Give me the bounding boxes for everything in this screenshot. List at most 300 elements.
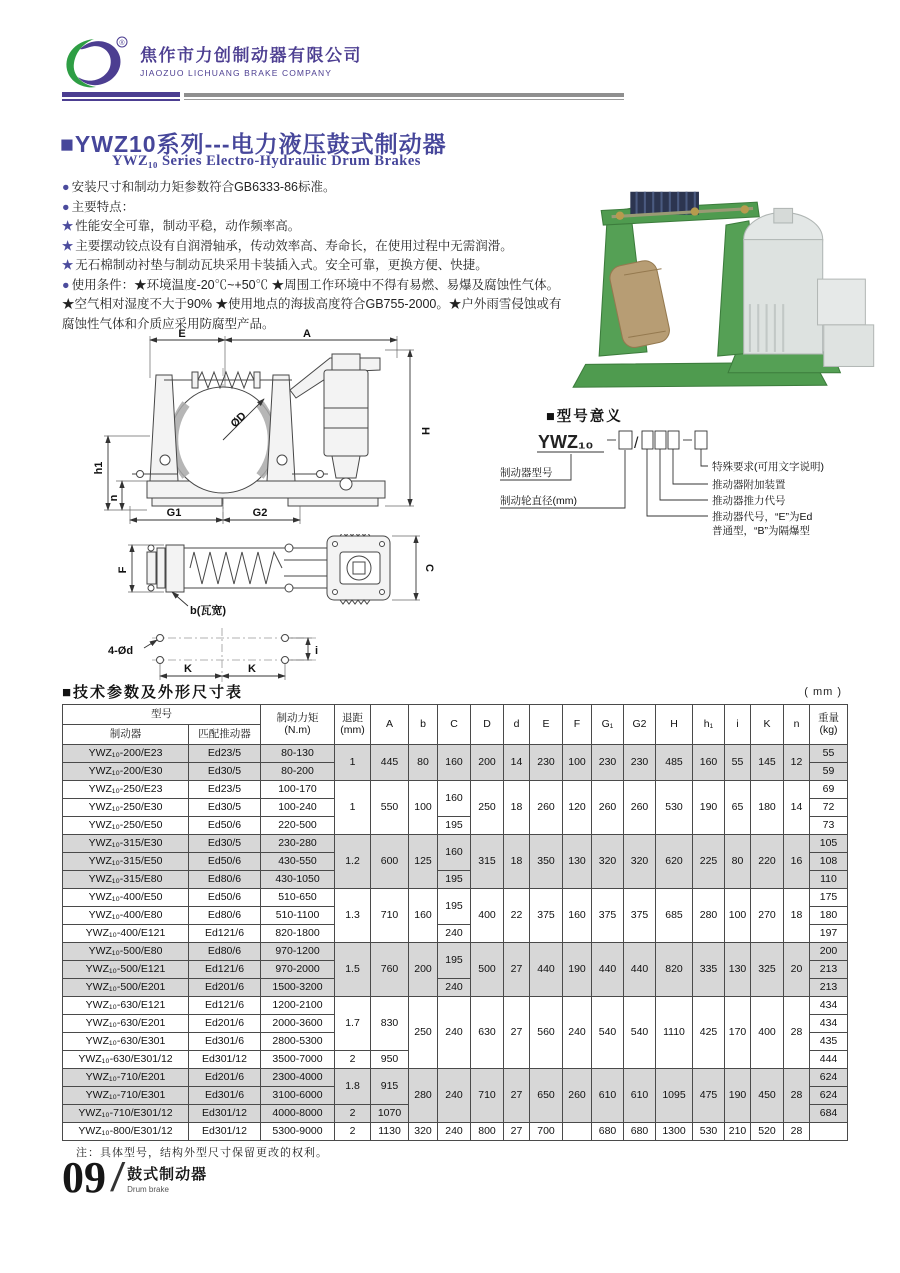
dim-label-K1: K: [184, 663, 192, 675]
bolt-pattern-drawing: [60, 616, 370, 688]
table-cell: 1.5: [335, 943, 371, 997]
table-cell: 195: [438, 817, 471, 835]
table-cell: 12: [784, 745, 810, 781]
table-header-cell: H: [656, 705, 693, 745]
table-header-cell: G2: [624, 705, 656, 745]
table-cell: YWZ₁₀-500/E121: [63, 961, 189, 979]
table-header-cell: d: [504, 705, 530, 745]
feature-text: 安装尺寸和制动力矩参数符合GB6333-86标准。: [71, 180, 336, 194]
table-cell: 100-240: [261, 799, 335, 817]
table-cell: 240: [438, 925, 471, 943]
drum-brake-photo-illustration: [570, 148, 882, 404]
table-cell: 520: [751, 1123, 784, 1141]
feature-text: 使用条件：★环境温度-20℃~+50℃ ★周围工作环境中不得有易燃、易爆及腐蚀性气体。★空气相对湿度不大于90% ★使用地点的海拔高度符合GB755-2000。★户外雨雪侵蚀或有腐蚀性气体和介质应采用防腐型产品。: [62, 277, 562, 331]
table-header-cell: E: [530, 705, 563, 745]
table-cell: 160: [438, 781, 471, 817]
table-cell: 760: [371, 943, 409, 997]
table-cell: 2300-4000: [261, 1069, 335, 1087]
table-cell: 28: [784, 1123, 810, 1141]
feature-text: 主要摆动铰点设有自润滑轴承，传动效率高、寿命长，在使用过程中无需润滑。: [75, 238, 513, 253]
table-cell: 195: [438, 889, 471, 925]
dim-label-F: F: [117, 566, 129, 574]
table-cell: 434: [810, 1015, 848, 1033]
table-cell: Ed121/6: [189, 925, 261, 943]
page-number: 09: [62, 1153, 106, 1202]
code-label-wheel-diameter: 制动轮直径(mm): [500, 495, 577, 507]
table-cell: 230: [592, 745, 624, 781]
table-cell: 14: [784, 781, 810, 835]
feature-line: [62, 198, 567, 218]
table-header-cell: 重量 (kg): [810, 705, 848, 745]
table-cell: 1.3: [335, 889, 371, 943]
table-cell: Ed301/12: [189, 1051, 261, 1069]
table-cell: 27: [504, 1123, 530, 1141]
table-cell: 440: [624, 943, 656, 997]
table-cell: 225: [693, 835, 725, 889]
table-cell: 230: [624, 745, 656, 781]
table-cell: YWZ₁₀-400/E80: [63, 907, 189, 925]
header: [58, 33, 362, 93]
code-label-thruster-code-1: 推动器代号，“E”为Ed: [712, 511, 813, 523]
table-cell: YWZ₁₀-630/E121: [63, 997, 189, 1015]
table-cell: 27: [504, 943, 530, 997]
table-cell: Ed80/6: [189, 943, 261, 961]
table-cell: 220-500: [261, 817, 335, 835]
table-cell: 18: [504, 781, 530, 835]
star-bullet-icon: ★: [62, 219, 74, 233]
table-row: [63, 781, 848, 799]
dim-label-G1: G1: [166, 507, 182, 519]
table-cell: YWZ₁₀-400/E121: [63, 925, 189, 943]
dim-label-H: H: [419, 427, 431, 435]
table-header-cell: i: [725, 705, 751, 745]
table-cell: 160: [563, 889, 592, 943]
table-cell: 175: [810, 889, 848, 907]
company-name-en: JIAOZUO LICHUANG BRAKE COMPANY: [140, 68, 333, 78]
table-cell: 160: [438, 835, 471, 871]
table-header-cell: K: [751, 705, 784, 745]
table-cell: 2: [335, 1123, 371, 1141]
table-cell: 445: [371, 745, 409, 781]
table-cell: 375: [624, 889, 656, 943]
registered-mark: ®: [119, 40, 125, 47]
table-cell: 145: [751, 745, 784, 781]
table-cell: 510-650: [261, 889, 335, 907]
table-row: [63, 1123, 848, 1141]
table-cell: 240: [438, 1069, 471, 1123]
table-header-cell: A: [371, 705, 409, 745]
table-cell: Ed30/5: [189, 799, 261, 817]
table-cell: 320: [624, 835, 656, 889]
table-cell: YWZ₁₀-315/E80: [63, 871, 189, 889]
table-cell: YWZ₁₀-800/E301/12: [63, 1123, 189, 1141]
shoe-width-label: b(瓦宽): [190, 605, 227, 617]
table-cell: 18: [784, 889, 810, 943]
header-divider: [62, 92, 624, 101]
table-cell: 315: [471, 835, 504, 889]
table-cell: 1110: [656, 997, 693, 1069]
table-cell: 190: [725, 1069, 751, 1123]
table-cell: 5300-9000: [261, 1123, 335, 1141]
table-cell: 200: [810, 943, 848, 961]
table-cell: 190: [563, 943, 592, 997]
company-name: [140, 41, 362, 78]
table-cell: Ed50/6: [189, 817, 261, 835]
table-cell: 530: [656, 781, 693, 835]
table-cell: 230: [530, 745, 563, 781]
table-header-cell: 退距 (mm): [335, 705, 371, 745]
code-label-thruster-code-2: 普通型，“B”为隔爆型: [712, 525, 810, 537]
feature-list: [62, 178, 567, 334]
table-cell: 440: [592, 943, 624, 997]
feature-text: 性能安全可靠，制动平稳，动作频率高。: [75, 219, 301, 233]
table-cell: Ed23/5: [189, 745, 261, 763]
table-cell: 335: [693, 943, 725, 997]
table-cell: 450: [751, 1069, 784, 1123]
table-cell: Ed301/12: [189, 1123, 261, 1141]
table-unit: ( mm ): [804, 686, 842, 698]
table-row: [63, 889, 848, 907]
table-cell: 435: [810, 1033, 848, 1051]
table-cell: 270: [751, 889, 784, 943]
table-cell: 1500-3200: [261, 979, 335, 997]
table-cell: 400: [471, 889, 504, 943]
table-cell: 16: [784, 835, 810, 889]
table-cell: Ed301/6: [189, 1033, 261, 1051]
code-label-attachment: 推动器附加装置: [712, 479, 786, 491]
table-cell: 260: [563, 1069, 592, 1123]
table-cell: Ed50/6: [189, 889, 261, 907]
holes-label: 4-Ød: [108, 645, 134, 657]
table-cell: Ed80/6: [189, 871, 261, 889]
table-cell: 970-1200: [261, 943, 335, 961]
table-cell: YWZ₁₀-710/E201: [63, 1069, 189, 1087]
table-cell: 108: [810, 853, 848, 871]
table-cell: YWZ₁₀-250/E50: [63, 817, 189, 835]
table-cell: 624: [810, 1069, 848, 1087]
page-footer: [62, 1155, 207, 1201]
table-cell: 1: [335, 745, 371, 781]
table-cell: 73: [810, 817, 848, 835]
table-cell: 260: [530, 781, 563, 835]
table-cell: 560: [530, 997, 563, 1069]
table-cell: 260: [592, 781, 624, 835]
table-header-cell: 匹配推动器: [189, 725, 261, 745]
table-cell: 2: [335, 1105, 371, 1123]
table-cell: 80-130: [261, 745, 335, 763]
table-cell: 65: [725, 781, 751, 835]
table-cell: 280: [693, 889, 725, 943]
table-cell: Ed201/6: [189, 979, 261, 997]
table-cell: YWZ₁₀-400/E50: [63, 889, 189, 907]
table-cell: YWZ₁₀-710/E301/12: [63, 1105, 189, 1123]
table-cell: 230-280: [261, 835, 335, 853]
table-header-cell: h₁: [693, 705, 725, 745]
table-cell: 250: [471, 781, 504, 835]
table-cell: 240: [563, 997, 592, 1069]
table-cell: 400: [751, 997, 784, 1069]
table-cell: 820: [656, 943, 693, 997]
table-cell: 197: [810, 925, 848, 943]
table-cell: 440: [530, 943, 563, 997]
table-cell: 69: [810, 781, 848, 799]
feature-line: [62, 276, 567, 335]
table-cell: 160: [409, 889, 438, 943]
table-cell: 2800-5300: [261, 1033, 335, 1051]
table-cell: 18: [504, 835, 530, 889]
company-logo-icon: [58, 33, 132, 93]
dot-bullet-icon: ●: [62, 199, 70, 214]
table-cell: 2: [335, 1051, 371, 1069]
table-cell: 130: [725, 943, 751, 997]
front-view-drawing: [92, 328, 462, 528]
model-code-diagram: [492, 404, 882, 559]
dim-label-G2: G2: [252, 507, 268, 519]
spec-table: [62, 704, 848, 1141]
table-row: [63, 705, 848, 725]
table-row: [63, 943, 848, 961]
table-cell: 710: [471, 1069, 504, 1123]
table-header-cell: 制动力矩 (N.m): [261, 705, 335, 745]
table-cell: 120: [563, 781, 592, 835]
table-cell: YWZ₁₀-200/E30: [63, 763, 189, 781]
table-cell: YWZ₁₀-200/E23: [63, 745, 189, 763]
table-cell: 510-1100: [261, 907, 335, 925]
table-cell: 200: [409, 943, 438, 997]
table-cell: 680: [624, 1123, 656, 1141]
title-square-icon: ■: [60, 131, 75, 157]
page-subtitle: YWZ₁₀ Series Electro-Hydraulic Drum Brakes: [112, 153, 421, 169]
table-cell: YWZ₁₀-500/E201: [63, 979, 189, 997]
table-cell: 325: [751, 943, 784, 997]
table-cell: [810, 1123, 848, 1141]
table-cell: 240: [438, 997, 471, 1069]
code-label-brake-model: 制动器型号: [500, 467, 553, 479]
table-cell: 500: [471, 943, 504, 997]
table-cell: 630: [471, 997, 504, 1069]
feature-text: 无石棉制动衬垫与制动瓦块采用卡装插入式。安全可靠，更换方便、快捷。: [75, 258, 488, 272]
table-cell: 210: [725, 1123, 751, 1141]
table-cell: 680: [592, 1123, 624, 1141]
table-cell: 600: [371, 835, 409, 889]
table-cell: 3500-7000: [261, 1051, 335, 1069]
star-bullet-icon: ★: [62, 258, 74, 272]
table-cell: 1200-2100: [261, 997, 335, 1015]
table-cell: Ed201/6: [189, 1069, 261, 1087]
footer-label-en: Drum brake: [127, 1185, 169, 1194]
table-cell: Ed30/5: [189, 835, 261, 853]
model-code-prefix: YWZ₁₀: [538, 432, 594, 452]
table-cell: 1300: [656, 1123, 693, 1141]
dim-label-h1: h1: [93, 461, 105, 475]
table-header-cell: G₁: [592, 705, 624, 745]
table-cell: YWZ₁₀-710/E301: [63, 1087, 189, 1105]
table-cell: 100: [563, 745, 592, 781]
table-cell: 80: [409, 745, 438, 781]
table-cell: 485: [656, 745, 693, 781]
table-cell: Ed301/6: [189, 1087, 261, 1105]
model-code-title: ■型号意义: [546, 409, 623, 425]
model-code-slash: /: [634, 435, 639, 452]
table-cell: YWZ₁₀-630/E301/12: [63, 1051, 189, 1069]
table-cell: 55: [725, 745, 751, 781]
table-cell: 3100-6000: [261, 1087, 335, 1105]
page-title-text: YWZ10系列---电力液压鼓式制动器: [74, 131, 447, 157]
table-header-cell: n: [784, 705, 810, 745]
table-cell: 430-1050: [261, 871, 335, 889]
table-cell: 4000-8000: [261, 1105, 335, 1123]
table-cell: 950: [371, 1051, 409, 1069]
dim-label-A: A: [303, 328, 311, 340]
table-cell: 240: [438, 979, 471, 997]
table-cell: 195: [438, 943, 471, 979]
table-cell: 830: [371, 997, 409, 1051]
feature-line: [62, 237, 567, 257]
feature-line: [62, 178, 567, 198]
table-cell: Ed80/6: [189, 907, 261, 925]
table-cell: 14: [504, 745, 530, 781]
table-header-cell: F: [563, 705, 592, 745]
table-header-cell: 型号: [63, 705, 261, 725]
table-cell: 100: [725, 889, 751, 943]
table-cell: 820-1800: [261, 925, 335, 943]
table-row: [63, 1069, 848, 1087]
table-cell: 430-550: [261, 853, 335, 871]
table-cell: 195: [438, 871, 471, 889]
table-cell: 530: [693, 1123, 725, 1141]
table-cell: 105: [810, 835, 848, 853]
table-row: [63, 835, 848, 853]
dim-label-i: i: [315, 645, 319, 657]
table-cell: 540: [592, 997, 624, 1069]
table-cell: 100-170: [261, 781, 335, 799]
table-cell: 685: [656, 889, 693, 943]
feature-text: 主要特点：: [71, 199, 135, 214]
table-cell: 375: [530, 889, 563, 943]
code-label-special: 特殊要求(可用文字说明): [712, 461, 824, 473]
table-cell: 27: [504, 1069, 530, 1123]
dim-label-n: n: [108, 494, 120, 502]
dim-label-D: ØD: [228, 409, 249, 431]
table-cell: 650: [530, 1069, 563, 1123]
dot-bullet-icon: ●: [62, 277, 70, 292]
star-bullet-icon: ★: [62, 238, 74, 253]
table-row: [63, 745, 848, 763]
table-header-cell: C: [438, 705, 471, 745]
table-cell: 180: [751, 781, 784, 835]
table-header-cell: D: [471, 705, 504, 745]
table-cell: 125: [409, 835, 438, 889]
feature-line: [62, 256, 567, 276]
code-label-thrust-code: 推动器推力代号: [712, 495, 786, 507]
table-cell: 28: [784, 997, 810, 1069]
footer-slash: /: [108, 1156, 127, 1200]
table-cell: 220: [751, 835, 784, 889]
table-cell: Ed23/5: [189, 781, 261, 799]
table-cell: 540: [624, 997, 656, 1069]
table-cell: 213: [810, 961, 848, 979]
table-cell: Ed201/6: [189, 1015, 261, 1033]
table-cell: YWZ₁₀-630/E201: [63, 1015, 189, 1033]
table-row: [63, 997, 848, 1015]
table-cell: 444: [810, 1051, 848, 1069]
table-cell: 710: [371, 889, 409, 943]
table-cell: 200: [471, 745, 504, 781]
table-cell: 550: [371, 781, 409, 835]
table-cell: 475: [693, 1069, 725, 1123]
table-cell: 700: [530, 1123, 563, 1141]
table-cell: 610: [592, 1069, 624, 1123]
table-cell: 624: [810, 1087, 848, 1105]
table-cell: 110: [810, 871, 848, 889]
table-cell: 970-2000: [261, 961, 335, 979]
table-cell: 2000-3600: [261, 1015, 335, 1033]
table-cell: 375: [592, 889, 624, 943]
table-cell: 320: [592, 835, 624, 889]
feature-line: [62, 217, 567, 237]
table-section-title: ■技术参数及外形尺寸表: [62, 684, 244, 701]
table-cell: 915: [371, 1069, 409, 1105]
table-cell: 684: [810, 1105, 848, 1123]
table-cell: 20: [784, 943, 810, 997]
table-cell: 1070: [371, 1105, 409, 1123]
footer-label-cn: 鼓式制动器: [127, 1166, 208, 1183]
dim-label-C: C: [423, 564, 435, 572]
table-cell: 800: [471, 1123, 504, 1141]
table-cell: YWZ₁₀-315/E50: [63, 853, 189, 871]
table-cell: 1.8: [335, 1069, 371, 1105]
table-cell: 1130: [371, 1123, 409, 1141]
table-cell: 160: [693, 745, 725, 781]
table-note: 注：具体型号，结构外型尺寸保留更改的权利。: [76, 1147, 328, 1159]
table-cell: [563, 1123, 592, 1141]
table-header-cell: b: [409, 705, 438, 745]
table-cell: 434: [810, 997, 848, 1015]
table-cell: Ed30/5: [189, 763, 261, 781]
table-cell: YWZ₁₀-250/E23: [63, 781, 189, 799]
table-cell: 350: [530, 835, 563, 889]
table-cell: 160: [438, 745, 471, 781]
table-header-cell: 制动器: [63, 725, 189, 745]
table-cell: 170: [725, 997, 751, 1069]
table-cell: 1.2: [335, 835, 371, 889]
table-cell: 59: [810, 763, 848, 781]
product-photo: [570, 148, 882, 404]
company-name-cn: 焦作市力创制动器有限公司: [140, 46, 362, 65]
side-view-drawing: [92, 534, 462, 626]
table-cell: 180: [810, 907, 848, 925]
table-cell: 260: [624, 781, 656, 835]
table-cell: 620: [656, 835, 693, 889]
table-cell: 213: [810, 979, 848, 997]
table-cell: 100: [409, 781, 438, 835]
dot-bullet-icon: ●: [62, 180, 70, 194]
table-cell: 72: [810, 799, 848, 817]
table-cell: 1095: [656, 1069, 693, 1123]
table-cell: YWZ₁₀-250/E30: [63, 799, 189, 817]
table-cell: 425: [693, 997, 725, 1069]
table-cell: Ed50/6: [189, 853, 261, 871]
dim-label-E: E: [178, 328, 186, 340]
table-cell: YWZ₁₀-315/E30: [63, 835, 189, 853]
table-cell: Ed121/6: [189, 961, 261, 979]
table-cell: YWZ₁₀-630/E301: [63, 1033, 189, 1051]
table-cell: 1.7: [335, 997, 371, 1051]
table-cell: 610: [624, 1069, 656, 1123]
table-cell: 250: [409, 997, 438, 1069]
table-cell: 130: [563, 835, 592, 889]
table-cell: 22: [504, 889, 530, 943]
